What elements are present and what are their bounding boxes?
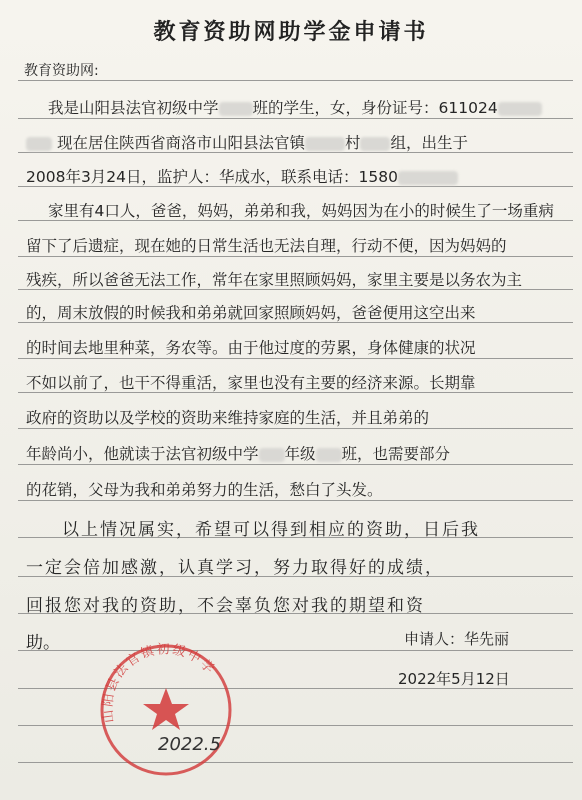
salutation: 教育资助网: (24, 63, 99, 79)
letter-line: 不如以前了，也干不得重活，家里也没有主要的经济来源。长期靠 (26, 374, 476, 392)
letter-line (26, 442, 450, 464)
redaction (360, 137, 390, 151)
line-text: 我是山阳县法官初级中学 (48, 99, 219, 117)
letter-line: 回报您对我的资助，不会辜负您对我的期望和资 (26, 596, 425, 616)
letter-line (48, 96, 542, 118)
letter-line: 家里有4口人，爸爸，妈妈，弟弟和我，妈妈因为在小的时候生了一场重病 (48, 202, 554, 220)
stamp-handwriting: 2022.5 (158, 734, 221, 755)
redaction (398, 171, 458, 185)
letter-line: 留下了后遗症，现在她的日常生活也无法自理，行动不便，因为妈妈的 (26, 237, 507, 255)
letter-line: 残疾，所以爸爸无法工作，常年在家里照顾妈妈，家里主要是以务农为主 (26, 271, 523, 289)
letter-line: 政府的资助以及学校的资助来维持家庭的生活，并且弟弟的 (26, 409, 430, 427)
letter-line (26, 165, 458, 187)
line-text: 年龄尚小，他就读于法官初级中学 (26, 445, 259, 463)
redaction (498, 102, 542, 116)
ruled-line (18, 256, 573, 257)
letter-line: 以上情况属实，希望可以得到相应的资助，日后我 (62, 520, 480, 540)
line-text: 村 (344, 134, 361, 152)
line-text: 年级 (284, 445, 316, 463)
page-title: 教育资助网助学金申请书 (153, 20, 429, 45)
line-text: 班，也需要部分 (341, 445, 451, 463)
applicant-signature: 申请人：华先丽 (404, 630, 510, 648)
redaction (219, 102, 253, 116)
redaction (316, 448, 342, 462)
stamp-text: 山阳县法官镇初级中学 (100, 642, 218, 724)
letter-line (26, 131, 468, 153)
letter-line: 的，周末放假的时候我和弟弟就回家照顾妈妈，爸爸便用这空出来 (26, 304, 476, 322)
redaction (305, 137, 345, 151)
application-date: 2022年5月12日 (398, 670, 510, 688)
school-stamp (96, 640, 236, 780)
ruled-line (18, 118, 573, 119)
letter-line: 助。 (26, 633, 60, 653)
ruled-line (18, 80, 573, 81)
letter-line: 的花销，父母为我和弟弟努力的生活，愁白了头发。 (26, 481, 383, 499)
ruled-line (18, 428, 573, 429)
redaction (26, 137, 52, 151)
letter-line: 一定会倍加感激，认真学习，努力取得好的成绩， (26, 558, 444, 578)
redaction (259, 448, 285, 462)
letter-line: 的时间去地里种菜，务农等。由于他过度的劳累，身体健康的状况 (26, 339, 476, 357)
line-text: 组，出生于 (390, 134, 468, 152)
line-text: 班的学生，女，身份证号：611024 (252, 99, 498, 117)
ruled-line (18, 500, 573, 501)
line-text: 现在居住陕西省商洛市山阳县法官镇 (56, 134, 305, 152)
ruled-line (18, 464, 573, 465)
ruled-line (18, 358, 573, 359)
line-text: 2008年3月24日，监护人：华成水，联系电话：1580 (26, 168, 398, 186)
